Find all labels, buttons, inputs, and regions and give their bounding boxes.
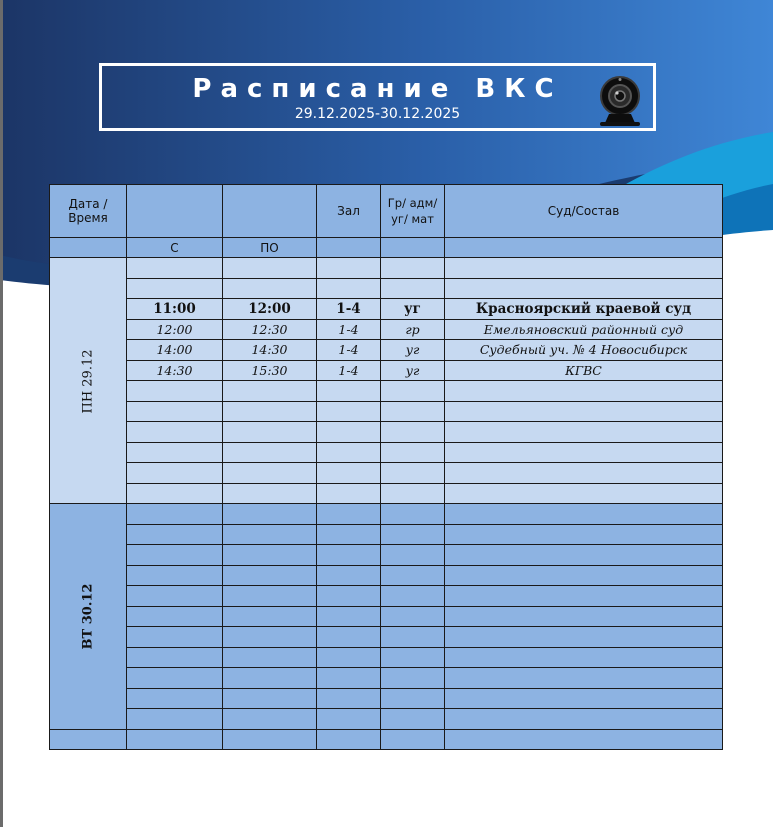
subheader-row: [50, 238, 723, 258]
table-row: [50, 504, 723, 525]
footer-cell: [381, 729, 445, 750]
cell-hall: [317, 565, 381, 586]
cell-hall: [317, 545, 381, 566]
header-case-type: Гр/ адм/уг/ мат: [381, 185, 445, 238]
day-cell-tuesday: [50, 504, 127, 730]
cell-type: [381, 401, 445, 422]
cell-hall: [317, 463, 381, 484]
cell-type: [381, 381, 445, 402]
table-row: [50, 442, 723, 463]
cell-from: [127, 524, 223, 545]
table-row: [50, 258, 723, 279]
cell-from: [127, 401, 223, 422]
cell-court: [445, 688, 723, 709]
cell-type: [381, 504, 445, 525]
cell-type: уг: [381, 360, 445, 381]
cell-type: [381, 606, 445, 627]
header-row: [50, 185, 723, 238]
table-row: [50, 463, 723, 484]
table-row: [50, 627, 723, 648]
cell-hall: [317, 483, 381, 504]
cell-hall: 1-4: [317, 319, 381, 340]
cell-hall: [317, 258, 381, 279]
cell-type: [381, 709, 445, 730]
cell-from: [127, 442, 223, 463]
cell-court: [445, 627, 723, 648]
cell-to: [223, 709, 317, 730]
table-row: [50, 545, 723, 566]
cell-from: [127, 258, 223, 279]
cell-court: [445, 258, 723, 279]
cell-court: [445, 442, 723, 463]
cell-hall: [317, 709, 381, 730]
cell-hall: [317, 381, 381, 402]
cell-to: [223, 442, 317, 463]
page-title: Расписание ВКС: [192, 74, 563, 104]
cell-hall: [317, 442, 381, 463]
table-row: [50, 668, 723, 689]
cell-to: [223, 545, 317, 566]
cell-to: [223, 627, 317, 648]
cell-to: [223, 401, 317, 422]
cell-court: [445, 668, 723, 689]
cell-type: [381, 278, 445, 299]
day-label: ПН 29.12: [80, 348, 96, 414]
day-cell-monday: [50, 258, 127, 504]
cell-from: [127, 627, 223, 648]
cell-court: [445, 422, 723, 443]
cell-court: [445, 381, 723, 402]
cell-from: [127, 278, 223, 299]
cell-court: Судебный уч. № 4 Новосибирск: [445, 340, 723, 361]
cell-to: [223, 586, 317, 607]
cell-type: [381, 483, 445, 504]
cell-to: [223, 258, 317, 279]
cell-type: [381, 258, 445, 279]
cell-court: [445, 565, 723, 586]
cell-from: 12:00: [127, 319, 223, 340]
table-row: [50, 688, 723, 709]
cell-to: [223, 504, 317, 525]
footer-row: [50, 729, 723, 750]
cell-type: [381, 463, 445, 484]
table-row: [50, 340, 723, 361]
cell-court: [445, 586, 723, 607]
cell-from: [127, 668, 223, 689]
cell-hall: 1-4: [317, 340, 381, 361]
cell-court: [445, 504, 723, 525]
cell-court: [445, 647, 723, 668]
cell-hall: [317, 668, 381, 689]
subheader-empty: [381, 238, 445, 258]
cell-hall: [317, 688, 381, 709]
footer-cell: [127, 729, 223, 750]
cell-from: [127, 483, 223, 504]
cell-from: 14:00: [127, 340, 223, 361]
date-range: 29.12.2025-30.12.2025: [294, 106, 461, 122]
cell-from: [127, 422, 223, 443]
cell-to: [223, 278, 317, 299]
subheader-to: ПО: [223, 238, 317, 258]
header-to-blank: [223, 185, 317, 238]
cell-from: [127, 606, 223, 627]
cell-to: 12:30: [223, 319, 317, 340]
cell-from: [127, 565, 223, 586]
cell-to: 12:00: [223, 299, 317, 320]
cell-type: [381, 647, 445, 668]
cell-from: [127, 586, 223, 607]
cell-hall: [317, 504, 381, 525]
cell-type: [381, 627, 445, 648]
table-row: [50, 647, 723, 668]
cell-type: гр: [381, 319, 445, 340]
cell-type: [381, 586, 445, 607]
table-row: [50, 422, 723, 443]
schedule-table: [49, 184, 723, 750]
footer-cell: [317, 729, 381, 750]
cell-type: [381, 565, 445, 586]
cell-from: [127, 504, 223, 525]
cell-from: [127, 381, 223, 402]
cell-to: [223, 565, 317, 586]
cell-hall: [317, 647, 381, 668]
day-label: ВТ 30.12: [80, 583, 96, 650]
cell-court: [445, 278, 723, 299]
cell-type: [381, 524, 445, 545]
table-row: [50, 565, 723, 586]
cell-hall: 1-4: [317, 299, 381, 320]
footer-cell: [223, 729, 317, 750]
header-hall: Зал: [317, 185, 381, 238]
cell-to: [223, 524, 317, 545]
cell-from: [127, 545, 223, 566]
cell-to: [223, 463, 317, 484]
cell-hall: [317, 422, 381, 443]
page-left-border: [0, 0, 3, 827]
header-court: Суд/Состав: [445, 185, 723, 238]
table-row: [50, 319, 723, 340]
cell-to: [223, 668, 317, 689]
subheader-empty: [50, 238, 127, 258]
cell-court: [445, 401, 723, 422]
cell-type: уг: [381, 340, 445, 361]
table-row: [50, 524, 723, 545]
cell-from: [127, 709, 223, 730]
cell-court: [445, 606, 723, 627]
table-row: [50, 709, 723, 730]
title-box: [99, 63, 656, 131]
table-row: [50, 299, 723, 320]
cell-from: 11:00: [127, 299, 223, 320]
cell-type: уг: [381, 299, 445, 320]
cell-court: Емельяновский районный суд: [445, 319, 723, 340]
cell-type: [381, 688, 445, 709]
cell-from: 14:30: [127, 360, 223, 381]
webcam-icon: [590, 70, 650, 130]
cell-court: [445, 709, 723, 730]
cell-type: [381, 442, 445, 463]
cell-court: [445, 545, 723, 566]
cell-hall: [317, 627, 381, 648]
header-from-blank: [127, 185, 223, 238]
header-date-time: Дата / Время: [50, 185, 127, 238]
cell-court: [445, 463, 723, 484]
cell-type: [381, 545, 445, 566]
subheader-empty: [445, 238, 723, 258]
cell-court: [445, 524, 723, 545]
footer-cell: [50, 729, 127, 750]
subheader-empty: [317, 238, 381, 258]
cell-to: [223, 688, 317, 709]
table-row: [50, 606, 723, 627]
cell-court: Красноярский краевой суд: [445, 299, 723, 320]
cell-from: [127, 688, 223, 709]
table-row: [50, 586, 723, 607]
cell-from: [127, 463, 223, 484]
table-row: [50, 381, 723, 402]
cell-court: [445, 483, 723, 504]
cell-to: 15:30: [223, 360, 317, 381]
footer-cell: [445, 729, 723, 750]
cell-hall: [317, 586, 381, 607]
cell-to: [223, 647, 317, 668]
subheader-from: С: [127, 238, 223, 258]
cell-to: 14:30: [223, 340, 317, 361]
cell-court: КГВС: [445, 360, 723, 381]
cell-hall: [317, 401, 381, 422]
cell-to: [223, 606, 317, 627]
cell-to: [223, 483, 317, 504]
cell-hall: [317, 524, 381, 545]
cell-hall: [317, 278, 381, 299]
table-row: [50, 401, 723, 422]
cell-to: [223, 381, 317, 402]
cell-hall: 1-4: [317, 360, 381, 381]
cell-to: [223, 422, 317, 443]
cell-from: [127, 647, 223, 668]
cell-type: [381, 422, 445, 443]
table-row: [50, 483, 723, 504]
cell-hall: [317, 606, 381, 627]
cell-type: [381, 668, 445, 689]
table-row: [50, 278, 723, 299]
table-row: [50, 360, 723, 381]
